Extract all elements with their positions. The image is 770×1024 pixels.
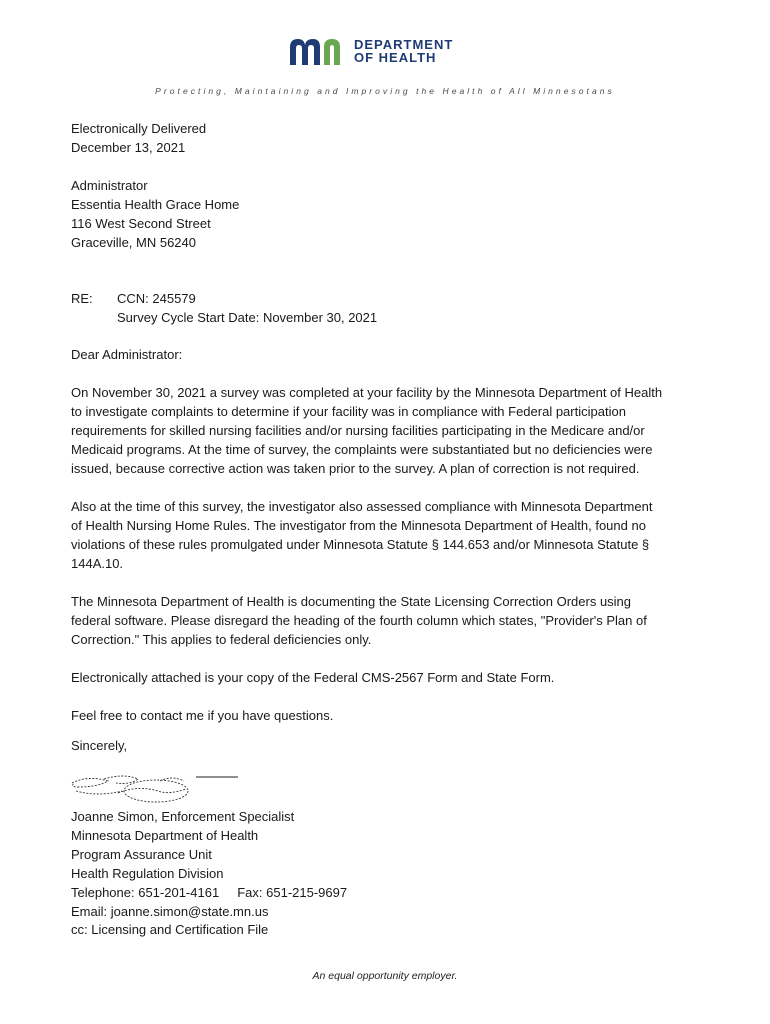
address-line: Graceville, MN 56240 [71, 234, 196, 250]
cc-line: cc: Licensing and Certification File [71, 922, 269, 938]
recipient-address [71, 177, 711, 253]
re-line: CCN: 245579 [117, 291, 196, 306]
logo-line-1: DEPARTMENT [354, 37, 454, 52]
footer: An equal opportunity employer. [312, 970, 458, 982]
text-line: of Health Nursing Home Rules. The investigator from the Minnesota Department of Health, found no [71, 517, 646, 533]
text-line: 144A.10. [71, 555, 124, 571]
letter-date: December 13, 2021 [71, 139, 186, 155]
text-line: Medicaid programs. At the time of survey, the complaints were substantiated but no deficiencies were [71, 441, 653, 457]
paragraph-3 [71, 593, 711, 650]
paragraph-1 [71, 384, 711, 479]
re-line: Survey Cycle Start Date: November 30, 2021 [117, 309, 378, 325]
re-block [71, 290, 711, 330]
address-line: Administrator [71, 178, 148, 193]
logo-line-2: OF HEALTH [354, 50, 437, 65]
paragraph-5: Feel free to contact me if you have questions. [71, 708, 334, 723]
text-line: requirements for skilled nursing facilities and/or nursing facilities participating in the Medicare and/or [71, 422, 645, 438]
text-line: to investigate complaints to determine if your facility was in compliance with Federal participation [71, 403, 626, 419]
address-line: 116 West Second Street [71, 215, 211, 231]
signer-block [71, 808, 711, 940]
delivery-block [71, 120, 711, 158]
salutation: Dear Administrator: [71, 347, 183, 362]
delivery-method: Electronically Delivered [71, 121, 207, 136]
text-line: federal software. Please disregard the heading of the fourth column which states, "Provider's Plan of [71, 612, 647, 628]
signer-line: Minnesota Department of Health [71, 827, 259, 843]
text-line: On November 30, 2021 a survey was completed at your facility by the Minnesota Department of Health [71, 385, 663, 400]
closing: Sincerely, [71, 738, 128, 753]
paragraph-4: Electronically attached is your copy of the Federal CMS-2567 Form and State Form. [71, 670, 555, 685]
tagline: Protecting, Maintaining and Improving the Health of All Minnesotans [155, 86, 615, 96]
text-line: Correction." This applies to federal deficiencies only. [71, 631, 372, 647]
handwritten-signature [68, 771, 243, 805]
paragraph-2 [71, 498, 711, 574]
text-line: The Minnesota Department of Health is documenting the State Licensing Correction Orders using [71, 594, 632, 609]
mdh-logo [288, 34, 488, 68]
re-label: RE: [71, 291, 93, 306]
address-line: Essentia Health Grace Home [71, 196, 240, 212]
signer-phone: Telephone: 651-201-4161 Fax: 651-215-9697 [71, 884, 348, 900]
signer-line: Program Assurance Unit [71, 846, 212, 862]
signer-line: Health Regulation Division [71, 865, 224, 881]
text-line: violations of these rules promulgated under Minnesota Statute § 144.653 and/or Minnesota Statute § [71, 536, 650, 552]
text-line: issued, because corrective action was taken prior to the survey. A plan of correction is not required. [71, 460, 640, 476]
text-line: Also at the time of this survey, the investigator also assessed compliance with Minnesota Department [71, 499, 653, 514]
signer-email: Email: joanne.simon@state.mn.us [71, 903, 269, 919]
signer-name: Joanne Simon, Enforcement Specialist [71, 809, 295, 824]
mn-logo-icon [288, 35, 348, 67]
